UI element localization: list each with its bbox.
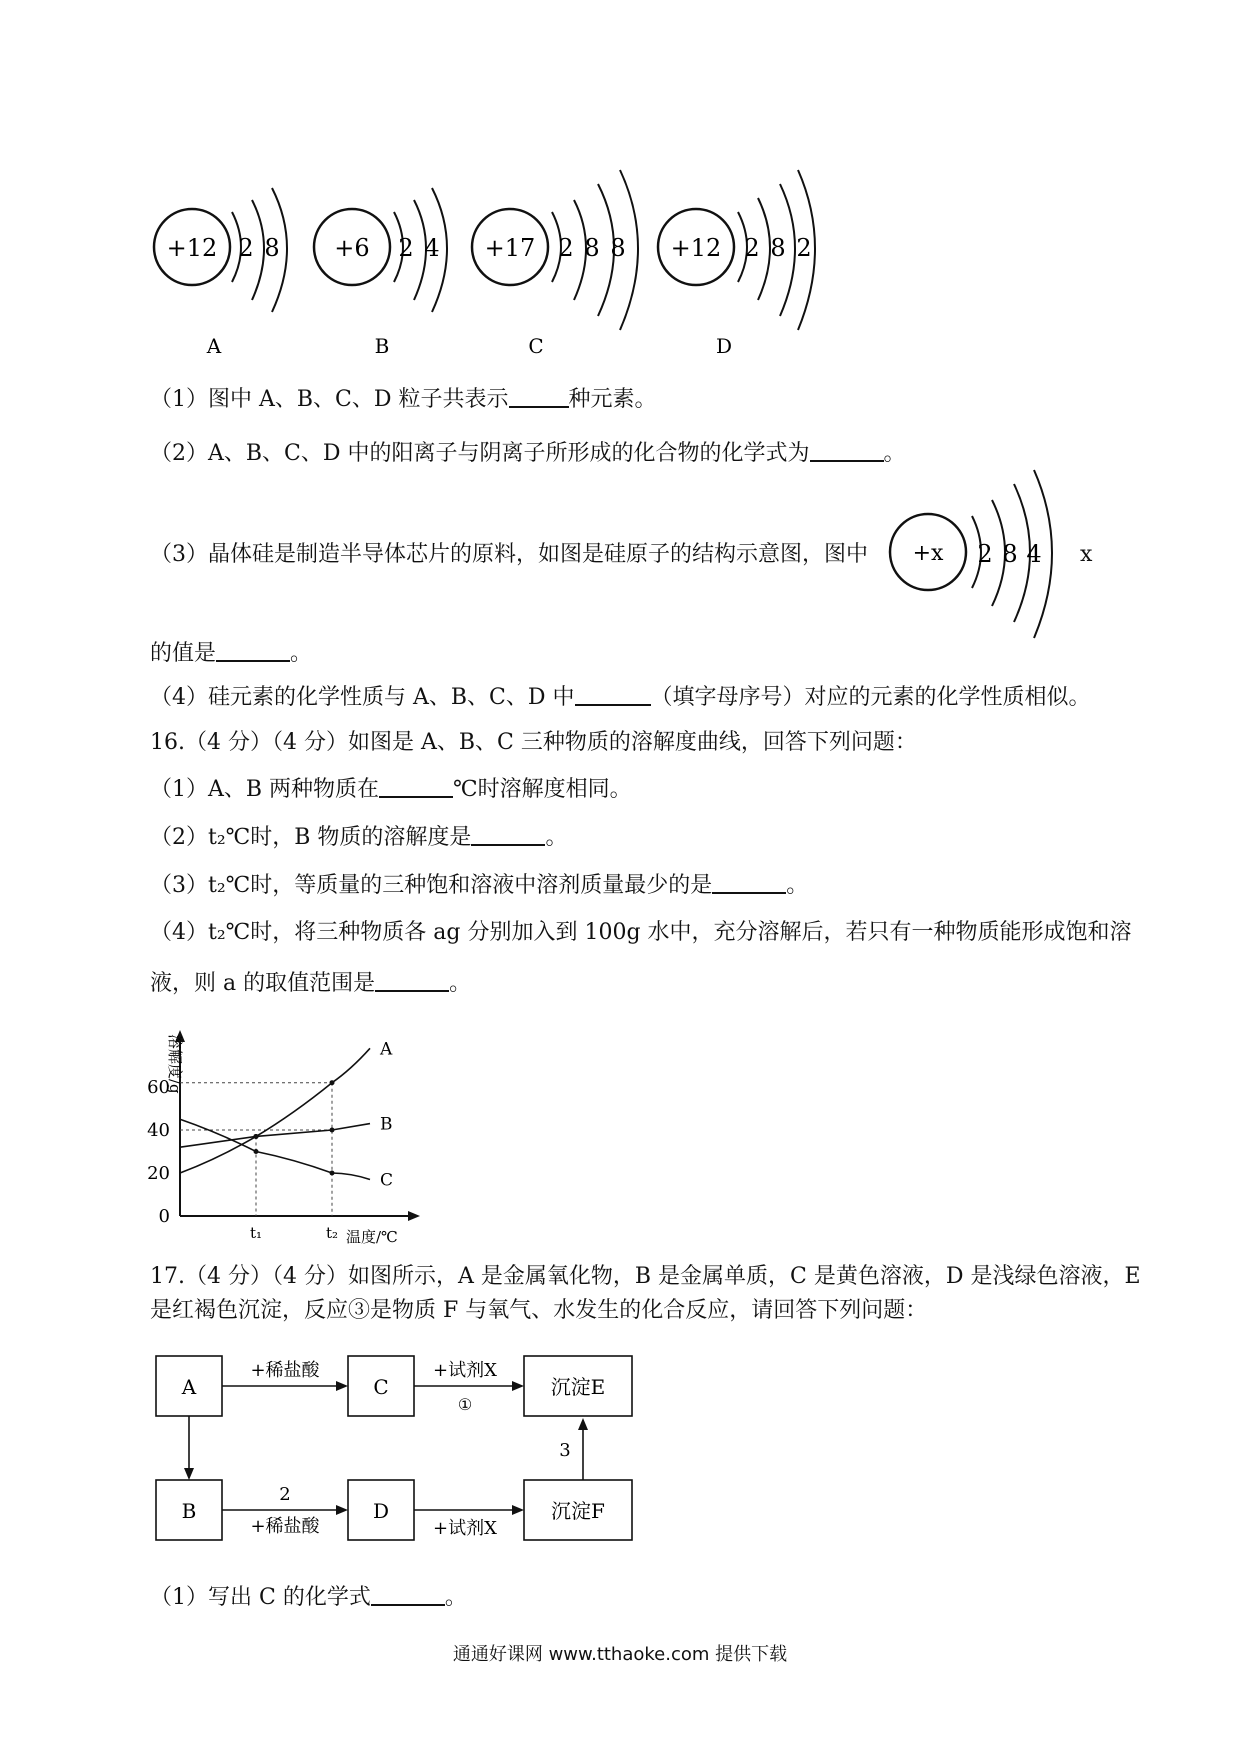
svg-text:沉淀E: 沉淀E [550,1375,606,1399]
chart-ytick: 60 [147,1077,170,1098]
q16-part1: （1）A、B 两种物质在 ℃时溶解度相同。 [150,774,632,805]
svg-text:+稀盐酸: +稀盐酸 [250,1360,320,1381]
chart-point [330,1080,335,1085]
arrow-d-to-f [414,1505,524,1539]
q15-part1: （1）图中 A、B、C、D 粒子共表示 种元素。 [150,384,657,415]
atom-a-shell-1: 2 [238,234,254,262]
atom-b-shell-1: 2 [398,234,414,262]
chart-series-label: B [380,1114,393,1135]
chart-xlabel: 温度/℃ [346,1228,398,1246]
arrow-a-to-b [184,1416,194,1480]
silicon-shell-1: 2 [977,540,993,568]
svg-text:+试剂X: +试剂X [433,1518,497,1539]
q16-blank-4[interactable] [375,968,449,992]
svg-text:+稀盐酸: +稀盐酸 [250,1516,320,1537]
atom-diagrams [0,140,1240,370]
atom-d-shell-2: 8 [770,234,786,262]
reaction-flowchart [140,1340,660,1550]
svg-text:2: 2 [279,1484,291,1505]
q17-line2: 是红褐色沉淀，反应③是物质 F 与氧气、水发生的化合反应，请回答下列问题： [150,1298,928,1323]
atom-c-shell-2: 8 [584,234,600,262]
atom-d-shell-3: 2 [796,234,812,262]
page-footer: 通通好课网 www.tthaoke.com 提供下载 [452,1644,788,1665]
q15-blank-2[interactable] [810,438,884,462]
arrow-c-to-e [414,1360,524,1414]
svg-text:A: A [181,1375,197,1399]
q16-blank-3[interactable] [712,870,786,894]
chart-ylabel: 溶解度/g [166,1034,184,1094]
box-d [348,1480,414,1540]
atom-c-shell-1: 2 [558,234,574,262]
box-e [524,1356,632,1416]
chart-series-b [180,1124,370,1148]
atom-b-label: B [374,334,390,358]
chart-ytick: 40 [147,1120,170,1141]
q17-part1: （1）写出 C 的化学式 。 [150,1582,467,1613]
solubility-chart [140,1020,440,1260]
q15-blank-4[interactable] [575,682,651,706]
svg-text:沉淀F: 沉淀F [551,1499,605,1523]
q16-title: 16.（4 分）（4 分）如图是 A、B、C 三种物质的溶解度曲线，回答下列问题： [150,730,917,755]
q15-blank-1[interactable] [509,384,569,408]
atom-d [658,170,815,358]
atom-d-nucleus: +12 [670,234,722,262]
q16-blank-1[interactable] [379,774,453,798]
chart-point [330,1171,335,1176]
svg-text:C: C [373,1375,389,1399]
q16-part4-line1: （4）t₂℃时，将三种物质各 ag 分别加入到 100g 水中，充分溶解后，若只有一种物质能形成饱和溶 [150,920,1132,945]
silicon-nucleus: +x [912,541,944,566]
atom-a-label: A [206,334,222,358]
atom-c-shell-3: 8 [610,234,626,262]
chart-ytick: 20 [147,1163,170,1184]
svg-text:D: D [372,1499,390,1523]
box-c [348,1356,414,1416]
chart-point [330,1128,335,1133]
q16-part2: （2）t₂℃时，B 物质的溶解度是 。 [150,822,567,853]
q17-blank-1[interactable] [371,1582,445,1606]
atom-c [472,170,638,358]
chart-point [254,1134,259,1139]
silicon-shell-2: 8 [1002,540,1018,568]
q15-part2: （2）A、B、C、D 中的阳离子与阴离子所形成的化合物的化学式为 。 [150,438,906,469]
chart-series-label: A [380,1039,393,1060]
arrow-b-to-d [222,1484,348,1537]
q17-line1: 17.（4 分）（4 分）如图所示，A 是金属氧化物，B 是金属单质，C 是黄色溶液，D 是浅绿色溶液，E [150,1264,1141,1289]
chart-ytick: 0 [158,1206,170,1227]
q15-part3-x: x [1080,542,1093,567]
chart-xtick: t₂ [325,1224,339,1242]
q16-part4-line2: 液，则 a 的取值范围是 。 [150,968,471,999]
box-b [156,1480,222,1540]
q16-blank-2[interactable] [471,822,545,846]
q15-part3-cont: 的值是 。 [150,638,312,669]
atom-a-shell-2: 8 [264,234,280,262]
svg-text:①: ① [457,1395,473,1414]
atom-d-shell-1: 2 [744,234,760,262]
arrow-f-to-e [559,1418,588,1480]
chart-series-label: C [380,1170,394,1191]
atom-c-label: C [528,334,544,358]
atom-b-shell-2: 4 [424,234,440,262]
silicon-shell-3: 4 [1026,540,1042,568]
box-a [156,1356,222,1416]
box-f [524,1480,632,1540]
atom-b [314,188,447,358]
atom-b-nucleus: +6 [334,234,370,262]
svg-text:B: B [181,1499,197,1523]
atom-a-nucleus: +12 [166,234,218,262]
atom-c-nucleus: +17 [484,234,536,262]
atom-a [154,188,287,358]
svg-text:3: 3 [559,1440,571,1461]
arrow-a-to-c [222,1360,348,1391]
chart-series-a [180,1048,370,1173]
chart-point [254,1149,259,1154]
atom-d-label: D [715,334,733,358]
silicon-atom-diagram [870,465,1100,650]
q15-blank-3[interactable] [216,638,290,662]
q15-part3: （3）晶体硅是制造半导体芯片的原料，如图是硅原子的结构示意图，图中 [150,542,868,567]
svg-text:+试剂X: +试剂X [433,1360,497,1381]
q15-part4: （4）硅元素的化学性质与 A、B、C、D 中 （填字母序号）对应的元素的化学性质相似。 [150,682,1091,713]
chart-xtick: t₁ [249,1224,263,1242]
q16-part3: （3）t₂℃时，等质量的三种饱和溶液中溶剂质量最少的是 。 [150,870,808,901]
